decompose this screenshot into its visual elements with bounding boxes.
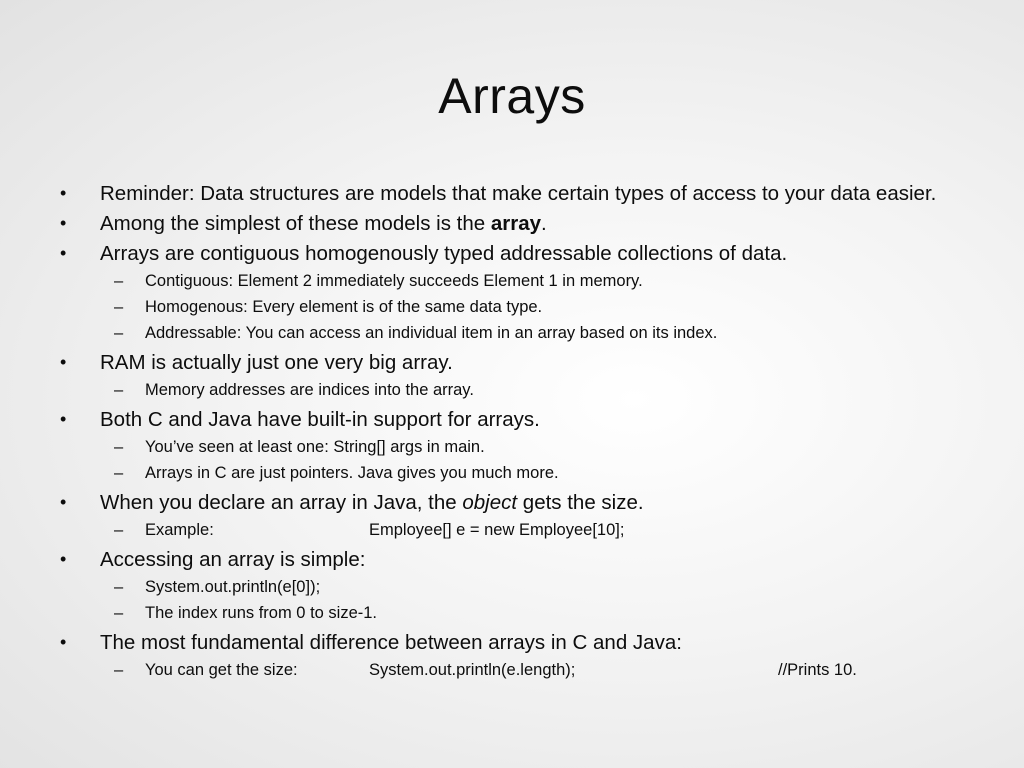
bullet-text: The most fundamental difference between arrays in C and Java: [100, 631, 682, 654]
sub-item [100, 518, 956, 542]
size-code: System.out.println(e.length); [369, 661, 576, 679]
bullet-marker: • [60, 213, 67, 233]
bullet-item [56, 630, 956, 682]
sub-marker: – [114, 604, 124, 622]
sub-marker: – [114, 438, 124, 456]
bullet-text-post: gets the size. [517, 491, 644, 514]
sub-marker: – [114, 521, 124, 539]
bullet-text: RAM is actually just one very big array. [100, 351, 453, 374]
sub-marker: – [114, 464, 124, 482]
sub-item [100, 461, 956, 485]
sub-text: You’ve seen at least one: String[] args in main. [145, 438, 485, 456]
bullet-text-italic: object [462, 491, 518, 514]
bullet-text: Accessing an array is simple: [100, 548, 366, 571]
sub-marker: – [114, 272, 124, 290]
example-label: Example: [145, 521, 214, 539]
bullet-marker: • [60, 243, 67, 263]
sub-text: Homogenous: Every element is of the same data type. [145, 298, 543, 316]
sub-item [100, 269, 956, 293]
bullet-list [56, 181, 956, 687]
bullet-item [56, 181, 956, 206]
bullet-text-post: . [541, 212, 547, 235]
bullet-text: Both C and Java have built-in support for arrays. [100, 408, 540, 431]
bullet-text-bold: array [490, 212, 542, 235]
sub-item [100, 321, 956, 345]
sub-marker: – [114, 661, 124, 679]
slide-title: Arrays [438, 68, 586, 124]
sub-list [100, 658, 956, 682]
sub-text: Contiguous: Element 2 immediately succeeds Element 1 in memory. [145, 272, 643, 290]
bullet-marker: • [60, 632, 67, 652]
bullet-marker: • [60, 409, 67, 429]
sub-text: System.out.println(e[0]); [145, 578, 321, 596]
sub-text: Addressable: You can access an individual item in an array based on its index. [145, 324, 718, 342]
bullet-marker: • [60, 492, 67, 512]
bullet-text: Reminder: Data structures are models that make certain types of access to your data easier. [100, 182, 937, 205]
bullet-item [56, 350, 956, 402]
size-comment: //Prints 10. [778, 661, 857, 679]
bullet-text: Arrays are contiguous homogenously typed addressable collections of data. [100, 242, 788, 265]
sub-item [100, 601, 956, 625]
sub-marker: – [114, 324, 124, 342]
sub-marker: – [114, 298, 124, 316]
bullet-item [56, 211, 956, 236]
example-code: Employee[] e = new Employee[10]; [369, 521, 625, 539]
sub-marker: – [114, 381, 124, 399]
sub-item [100, 575, 956, 599]
sub-list [100, 435, 956, 485]
bullet-text-pre: When you declare an array in Java, the [100, 491, 463, 514]
sub-marker: – [114, 578, 124, 596]
sub-item [100, 435, 956, 459]
bullet-item [56, 241, 956, 345]
bullet-marker: • [60, 183, 67, 203]
bullet-marker: • [60, 352, 67, 372]
sub-list [100, 575, 956, 625]
sub-item [100, 378, 956, 402]
bullet-item [56, 407, 956, 485]
sub-list [100, 378, 956, 402]
sub-item [100, 658, 956, 682]
bullet-item [56, 490, 956, 542]
sub-text: Memory addresses are indices into the array. [145, 381, 474, 399]
sub-text: Arrays in C are just pointers. Java gives you much more. [145, 464, 559, 482]
sub-item [100, 295, 956, 319]
size-label: You can get the size: [145, 661, 298, 679]
sub-text: The index runs from 0 to size-1. [145, 604, 378, 622]
sub-list [100, 518, 956, 542]
bullet-item [56, 547, 956, 625]
sub-list [100, 269, 956, 345]
bullet-marker: • [60, 549, 67, 569]
bullet-text-pre: Among the simplest of these models is the [100, 212, 491, 235]
